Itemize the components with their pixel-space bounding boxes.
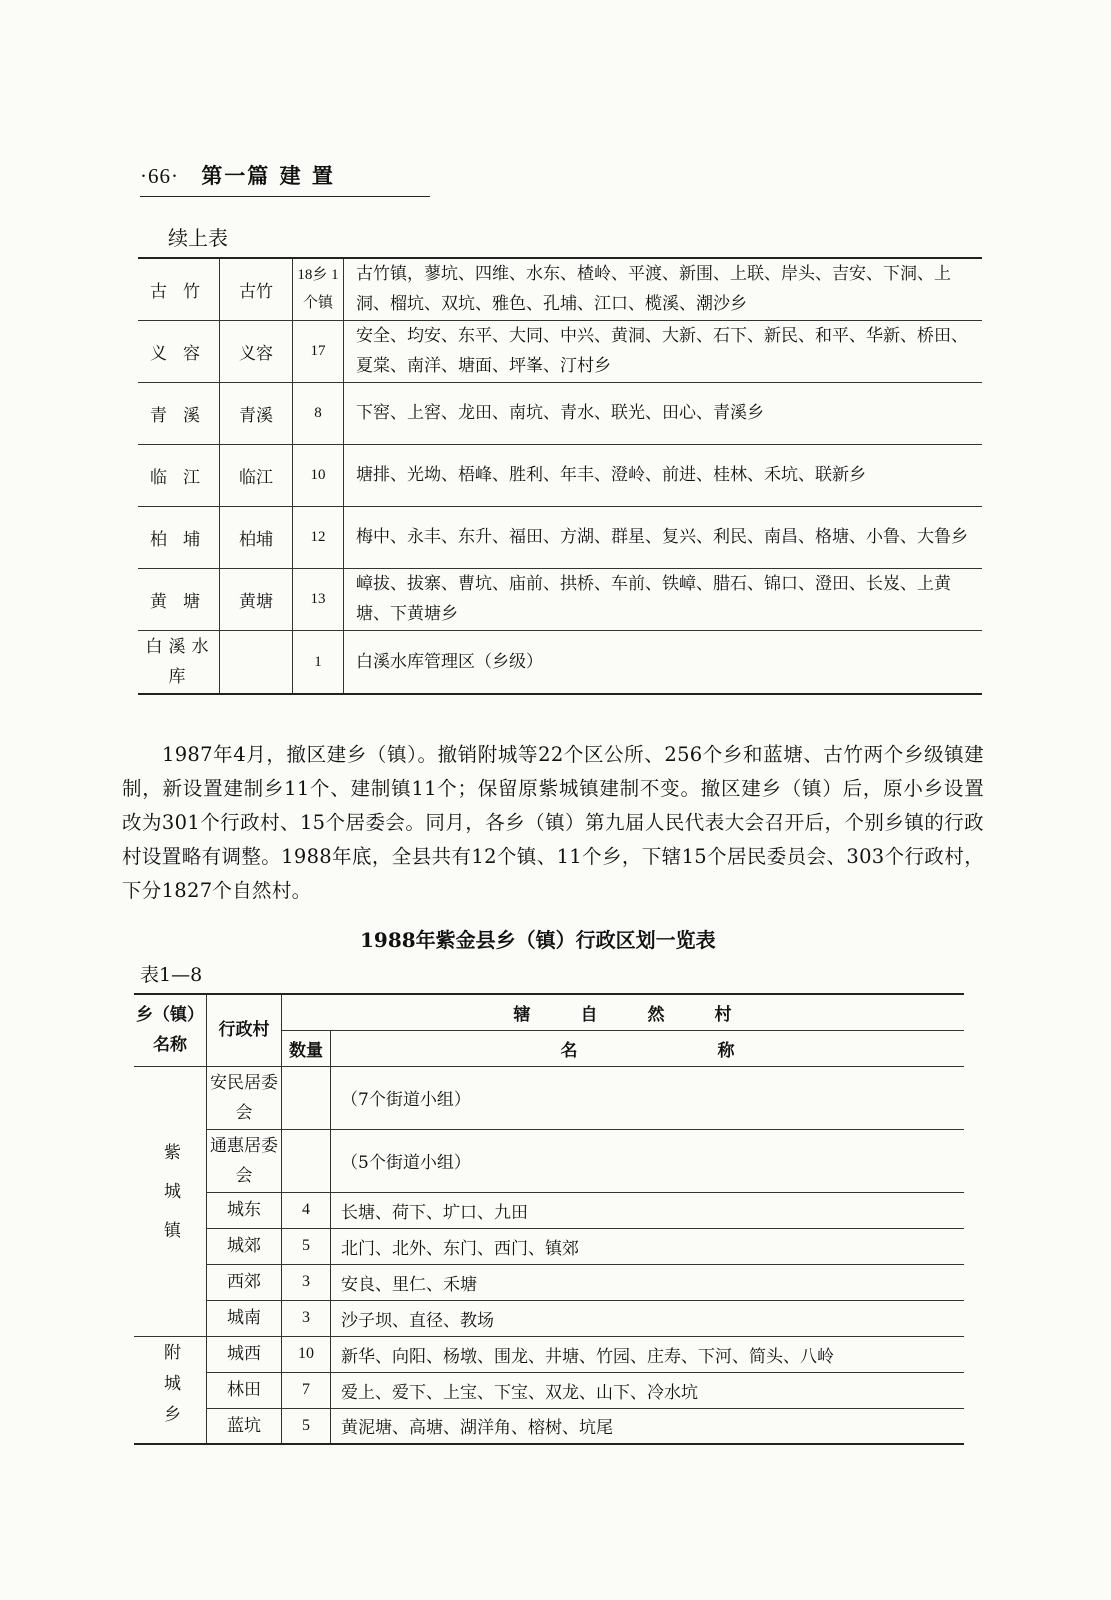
count-cell: 5 bbox=[282, 1228, 331, 1264]
table-row bbox=[138, 444, 982, 506]
district-cell: 柏埔 bbox=[138, 506, 220, 568]
header-row bbox=[134, 994, 964, 1030]
names-cell: 塘排、光坳、梧峰、胜利、年丰、澄岭、前进、桂林、禾坑、联新乡 bbox=[344, 444, 983, 506]
table-row bbox=[134, 1264, 964, 1300]
seat-cell bbox=[220, 630, 293, 694]
section-title: 第一篇 建 置 bbox=[201, 163, 335, 188]
names-cell: 古竹镇，蓼坑、四维、水东、楂岭、平渡、新围、上联、岸头、吉安、下洞、上洞、榴坑、双坑、雅色、孔埔、江口、榄溪、潮沙乡 bbox=[344, 258, 983, 320]
body-paragraph: 1987年4月，撤区建乡（镇）。撤销附城等22个区公所、256个乡和蓝塘、古竹两个乡级镇建制，新设置建制乡11个、建制镇11个；保留原紫城镇建制不变。撤区建乡（镇）后，原小乡设置改为301个行政村、15个居委会。同月，各乡（镇）第九届人民代表大会召开后，个别乡镇的行政村设置略有调整。1988年底，全县共有12个镇、11个乡，下辖15个居民委员会、303个行政村，下分1827个自然村。 bbox=[122, 742, 984, 902]
count-cell: 10 bbox=[293, 444, 344, 506]
district-cell: 临江 bbox=[138, 444, 220, 506]
village-cell: 城南 bbox=[207, 1300, 282, 1336]
seat-cell: 青溪 bbox=[220, 382, 293, 444]
district-cell: 白溪水库 bbox=[138, 630, 220, 694]
names-cell: 安全、均安、东平、大同、中兴、黄洞、大新、石下、新民、和平、华新、桥田、夏棠、南洋、塘面、坪峯、汀村乡 bbox=[344, 320, 983, 382]
count-cell: 12 bbox=[293, 506, 344, 568]
header-count: 数量 bbox=[282, 1030, 331, 1066]
page-number: ·66· bbox=[140, 164, 179, 188]
count-cell: 17 bbox=[293, 320, 344, 382]
names-cell: 嶂拔、拔寨、曹坑、庙前、拱桥、车前、铁嶂、腊石、锦口、澄田、长岌、上黄塘、下黄塘乡 bbox=[344, 568, 983, 630]
table-row bbox=[138, 568, 982, 630]
table-row bbox=[138, 630, 982, 694]
seat-cell: 黄塘 bbox=[220, 568, 293, 630]
town-cell: 附城乡 bbox=[134, 1336, 207, 1444]
count-cell: 4 bbox=[282, 1192, 331, 1228]
table-row bbox=[138, 506, 982, 568]
count-cell: 5 bbox=[282, 1408, 331, 1444]
district-cell: 古竹 bbox=[138, 258, 220, 320]
count-cell bbox=[282, 1066, 331, 1129]
count-cell: 1 bbox=[293, 630, 344, 694]
table-number: 表1—8 bbox=[140, 964, 203, 986]
table-title: 1988年紫金县乡（镇）行政区划一览表 bbox=[360, 928, 716, 952]
header-names-a: 名 bbox=[560, 1040, 578, 1061]
count-cell: 3 bbox=[282, 1264, 331, 1300]
header-town: 乡（镇）名称 bbox=[134, 994, 207, 1066]
table-row bbox=[134, 1192, 964, 1228]
table-row bbox=[134, 1336, 964, 1372]
count-cell: 3 bbox=[282, 1300, 331, 1336]
table-row bbox=[134, 1129, 964, 1192]
count-cell: 13 bbox=[293, 568, 344, 630]
village-cell: 林田 bbox=[207, 1372, 282, 1408]
village-cell: 城东 bbox=[207, 1192, 282, 1228]
table-row bbox=[138, 320, 982, 382]
table-row bbox=[134, 1372, 964, 1408]
names-cell: 沙子坝、直径、教场 bbox=[331, 1300, 965, 1336]
names-cell: （7个街道小组） bbox=[331, 1066, 965, 1129]
village-cell: 城西 bbox=[207, 1336, 282, 1372]
district-cell: 义容 bbox=[138, 320, 220, 382]
seat-cell: 柏埔 bbox=[220, 506, 293, 568]
table-row bbox=[134, 1228, 964, 1264]
header-natural-villages: 辖自然村 bbox=[282, 994, 965, 1030]
names-cell: （5个街道小组） bbox=[331, 1129, 965, 1192]
village-cell: 城郊 bbox=[207, 1228, 282, 1264]
district-cell: 青溪 bbox=[138, 382, 220, 444]
count-cell: 10 bbox=[282, 1336, 331, 1372]
header-admin-village: 行政村 bbox=[207, 994, 282, 1066]
village-cell: 安民居委会 bbox=[207, 1066, 282, 1129]
names-cell: 黄泥塘、高塘、湖洋角、榕树、坑尾 bbox=[331, 1408, 965, 1444]
table-row bbox=[138, 382, 982, 444]
town-cell: 紫城镇 bbox=[134, 1066, 207, 1336]
count-cell bbox=[282, 1129, 331, 1192]
count-cell: 18乡 1个镇 bbox=[293, 258, 344, 320]
seat-cell: 古竹 bbox=[220, 258, 293, 320]
header-names-b: 称 bbox=[717, 1040, 735, 1061]
names-cell: 长塘、荷下、圹口、九田 bbox=[331, 1192, 965, 1228]
names-cell: 白溪水库管理区（乡级） bbox=[344, 630, 983, 694]
district-cell: 黄塘 bbox=[138, 568, 220, 630]
names-cell: 梅中、永丰、东升、福田、方湖、群星、复兴、利民、南昌、格塘、小鲁、大鲁乡 bbox=[344, 506, 983, 568]
continued-label: 续上表 bbox=[168, 226, 228, 250]
names-cell: 新华、向阳、杨墩、围龙、井塘、竹园、庄寿、下河、简头、八岭 bbox=[331, 1336, 965, 1372]
running-head bbox=[140, 160, 430, 197]
continued-district-table bbox=[138, 257, 982, 695]
table-row bbox=[134, 1300, 964, 1336]
village-cell: 西郊 bbox=[207, 1264, 282, 1300]
header-names bbox=[331, 1030, 965, 1066]
village-cell: 通惠居委会 bbox=[207, 1129, 282, 1192]
count-cell: 7 bbox=[282, 1372, 331, 1408]
names-cell: 下窖、上窖、龙田、南坑、青水、联光、田心、青溪乡 bbox=[344, 382, 983, 444]
table-row bbox=[134, 1066, 964, 1129]
seat-cell: 临江 bbox=[220, 444, 293, 506]
table-row bbox=[134, 1408, 964, 1444]
division-table bbox=[134, 993, 964, 1445]
count-cell: 8 bbox=[293, 382, 344, 444]
names-cell: 北门、北外、东门、西门、镇郊 bbox=[331, 1228, 965, 1264]
names-cell: 安良、里仁、禾塘 bbox=[331, 1264, 965, 1300]
seat-cell: 义容 bbox=[220, 320, 293, 382]
table-row bbox=[138, 258, 982, 320]
village-cell: 蓝坑 bbox=[207, 1408, 282, 1444]
names-cell: 爱上、爱下、上宝、下宝、双龙、山下、冷水坑 bbox=[331, 1372, 965, 1408]
